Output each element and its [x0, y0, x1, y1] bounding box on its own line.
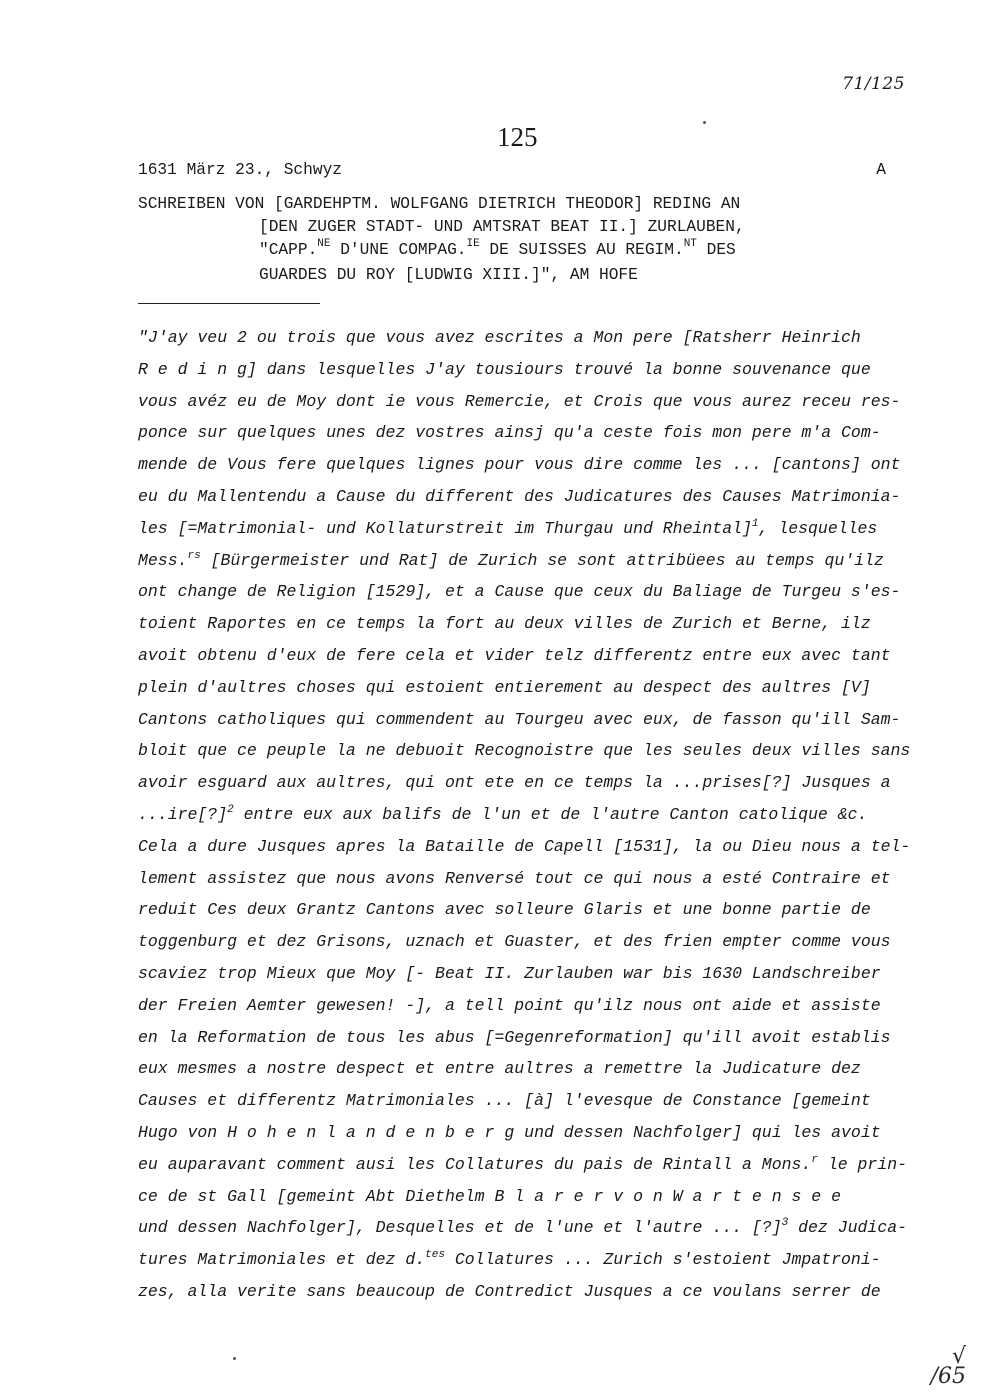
heading-line: "CAPP.$^{NE}$ D'UNE COMPAG.$^{IE}$ DE SUISSES AU REGIM.$^{NT}$ DES: [259, 238, 736, 259]
body-line: Mess.$^{rs}$ [Bürgermeister und Rat] de Zurich se sont attribüees au temps qu'ilz: [138, 549, 884, 570]
scan-speck: [233, 1357, 236, 1360]
separator-rule: [138, 303, 320, 304]
body-line: eu auparavant comment ausi les Collatures du pais de Rintall a Mons.$^r$ le prin-: [138, 1153, 908, 1174]
heading-line: GUARDES DU ROY [LUDWIG XIII.]", AM HOFE: [259, 266, 638, 284]
classification-letter: A: [876, 161, 886, 179]
body-line: avoit obtenu d'eux de fere cela et vider telz differentz entre eux avec tant: [138, 645, 891, 665]
footnote-ref: 2: [227, 803, 234, 816]
body-line: ...ire[?]$^2$ entre eux aux balifs de l'un et de l'autre Canton catolique &c.: [138, 803, 868, 824]
body-line: Hugo von H o h e n l a n d e n b e r g und dessen Nachfolger] qui les avoit: [138, 1122, 881, 1142]
body-line: toggenburg et dez Grisons, uznach et Guaster, et des frien empter comme vous: [138, 932, 891, 952]
body-line: toient Raportes en ce temps la fort au deux villes de Zurich et Berne, ilz: [138, 614, 871, 634]
body-line: zes, alla verite sans beaucoup de Contredict Jusques a ce voulans serrer de: [138, 1281, 881, 1301]
tick-mark: √: [951, 1344, 966, 1369]
heading-line: [DEN ZUGER STADT- UND AMTSRAT BEAT II.] ZURLAUBEN,: [259, 218, 745, 236]
scan-speck: [703, 121, 706, 124]
handwritten-folio-mark: [930, 1344, 966, 1389]
body-line: ont change de Religion [1529], et a Cause que ceux du Baliage de Turgeu s'es-: [138, 582, 901, 602]
footnote-ref: 1: [751, 517, 759, 530]
body-line: ponce sur quelques unes dez vostres ainsj qu'a ceste fois mon pere m'a Com-: [138, 423, 881, 443]
body-line: Cantons catholiques qui commendent au Tourgeu avec eux, de fasson qu'ill Sam-: [138, 709, 901, 729]
body-line: der Freien Aemter gewesen! -], a tell point qu'ilz nous ont aide et assiste: [138, 995, 881, 1015]
body-line: ce de st Gall [gemeint Abt Diethelm B l a r e r v o n W a r t e n s e e: [138, 1186, 842, 1206]
folio-number: /65: [930, 1364, 966, 1389]
body-line: avoir esguard aux aultres, qui ont ete en ce temps la ...prises[?] Jusques a: [138, 773, 891, 793]
date-place-line: [138, 161, 886, 179]
page-number: 125: [497, 122, 538, 152]
body-line: mende de Vous fere quelques lignes pour vous dire comme les ... [cantons] ont: [138, 455, 901, 475]
body-line: reduit Ces deux Grantz Cantons avec solleure Glaris et une bonne partie de: [138, 900, 871, 920]
body-line: plein d'aultres choses qui estoient entierement au despect des aultres [V]: [138, 677, 871, 697]
archive-number: 71/125: [842, 74, 905, 94]
body-line: en la Reformation de tous les abus [=Gegenreformation] qu'ill avoit establis: [138, 1027, 891, 1047]
letter-heading: [138, 193, 745, 287]
body-line: lement assistez que nous avons Renversé tout ce qui nous a esté Contraire et: [138, 868, 891, 888]
body-line: les [=Matrimonial- und Kollaturstreit im Thurgau und Rheintal]$^1$, lesquelles: [138, 517, 878, 538]
body-line: Causes et differentz Matrimoniales ... [à] l'evesque de Constance [gemeint: [138, 1091, 871, 1111]
body-line: vous avéz eu de Moy dont ie vous Remercie, et Crois que vous aurez receu res-: [138, 391, 901, 411]
date-place: 1631 März 23., Schwyz: [138, 161, 342, 179]
body-line: R e d i n g] dans lesquelles J'ay tousiours trouvé la bonne souvenance que: [138, 359, 871, 379]
heading-line: SCHREIBEN VON [GARDEHPTM. WOLFGANG DIETRICH THEODOR] REDING AN: [138, 195, 741, 213]
body-line: Cela a dure Jusques apres la Bataille de Capell [1531], la ou Dieu nous a tel-: [138, 836, 911, 856]
footnote-ref: 3: [781, 1217, 789, 1230]
body-line: "J'ay veu 2 ou trois que vous avez escrites a Mon pere [Ratsherr Heinrich: [138, 328, 861, 347]
letter-body: [138, 322, 911, 1308]
body-line: und dessen Nachfolger], Desquelles et de l'une et l'autre ... [?]$^3$ dez Judica-: [138, 1217, 908, 1238]
body-line: bloit que ce peuple la ne debuoit Recognoistre que les seules deux villes sans: [138, 741, 911, 761]
body-line: eux mesmes a nostre despect et entre aultres a remettre la Judicature dez: [138, 1059, 861, 1079]
body-line: eu du Mallentendu a Cause du different des Judicatures des Causes Matrimonia-: [138, 486, 901, 506]
body-line: tures Matrimoniales et dez d.$^{tes}$ Collatures ... Zurich s'estoient Jmpatroni-: [138, 1249, 881, 1270]
body-line: scaviez trop Mieux que Moy [- Beat II. Zurlauben war bis 1630 Landschreiber: [138, 963, 881, 983]
